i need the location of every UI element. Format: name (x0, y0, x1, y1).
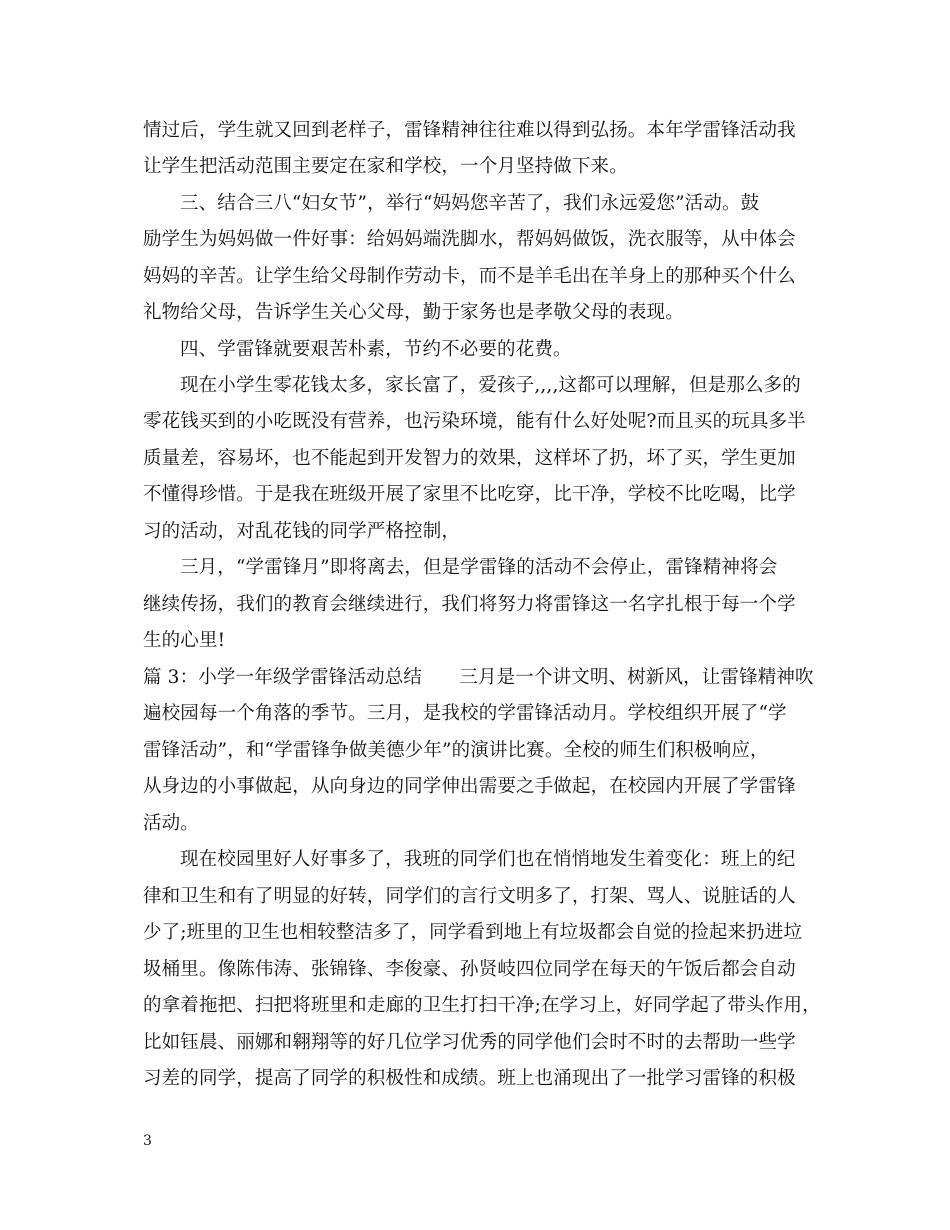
text-line: 活动。 (143, 813, 199, 834)
text-line: 继续传扬，我们的教育会继续进行，我们将努力将雷锋这一名字扎根于每一个学 (143, 594, 796, 615)
text-line: 零花钱买到的小吃既没有营养，也污染环境，能有什么好处呢?而且买的玩具多半 (143, 411, 806, 432)
section-heading-line: 篇 3：小学一年级学雷锋活动总结 三月是一个讲文明、树新风，让雷锋精神吹 (143, 667, 814, 688)
page-number: 3 (143, 1133, 152, 1149)
text-line: 习差的同学，提高了同学的积极性和成绩。班上也涌现出了一批学习雷锋的积极 (143, 1068, 796, 1089)
text-line: 少了;班里的卫生也相较整洁多了，同学看到地上有垃圾都会自觉的捡起来扔进垃 (143, 922, 803, 943)
text-line: 遍校园每一个角落的季节。三月，是我校的学雷锋活动月。学校组织开展了“学 (143, 703, 787, 724)
text-line: 质量差，容易坏，也不能起到开发智力的效果，这样坏了扔，坏了买，学生更加 (143, 448, 796, 469)
text-line: 从身边的小事做起，从向身边的同学伸出需要之手做起，在校园内开展了学雷锋 (143, 776, 796, 797)
text-line: 礼物给父母，告诉学生关心父母，勤于家务也是孝敬父母的表现。 (143, 302, 684, 323)
text-line: 不懂得珍惜。于是我在班级开展了家里不比吃穿，比干净，学校不比吃喝，比学 (143, 484, 796, 505)
text-line: 律和卫生和有了明显的好转，同学们的言行文明多了，打架、骂人、说脏话的人 (143, 886, 796, 907)
text-line: 生的心里! (143, 630, 226, 651)
text-line: 现在校园里好人好事多了，我班的同学们也在悄悄地发生着变化：班上的纪 (180, 849, 796, 870)
text-line: 让学生把活动范围主要定在家和学校，一个月坚持做下来。 (143, 156, 628, 177)
text-line: 雷锋活动”，和“学雷锋争做美德少年”的演讲比赛。全校的师生们积极响应， (143, 740, 769, 761)
text-line: 情过后，学生就又回到老样子，雷锋精神往往难以得到弘扬。本年学雷锋活动我 (143, 120, 796, 141)
text-line: 三月，“学雷锋月”即将离去，但是学雷锋的活动不会停止，雷锋精神将会 (180, 557, 778, 578)
text-line: 的拿着拖把、扫把将班里和走廊的卫生打扫干净;在学习上，好同学起了带头作用， (143, 995, 821, 1016)
text-line: 习的活动，对乱花钱的同学严格控制， (143, 521, 461, 542)
text-line: 比如钰晨、丽娜和翱翔等的好几位学习优秀的同学他们会时不时的去帮助一些学 (143, 1032, 796, 1053)
text-line: 现在小学生零花钱太多，家长富了，爱孩子,,,,这都可以理解，但是那么多的 (180, 375, 801, 396)
text-line: 圾桶里。像陈伟涛、张锦锋、李俊豪、孙贤岐四位同学在每天的午饭后都会自动 (143, 959, 796, 980)
text-line: 三、结合三八“妇女节”，举行“妈妈您辛苦了，我们永远爱您”活动。鼓 (180, 193, 760, 214)
text-line: 四、学雷锋就要艰苦朴素，节约不必要的花费。 (180, 339, 572, 360)
text-line: 妈妈的辛苦。让学生给父母制作劳动卡，而不是羊毛出在羊身上的那种买个什么 (143, 266, 796, 287)
text-line: 励学生为妈妈做一件好事：给妈妈端洗脚水，帮妈妈做饭，洗衣服等，从中体会 (143, 229, 796, 250)
